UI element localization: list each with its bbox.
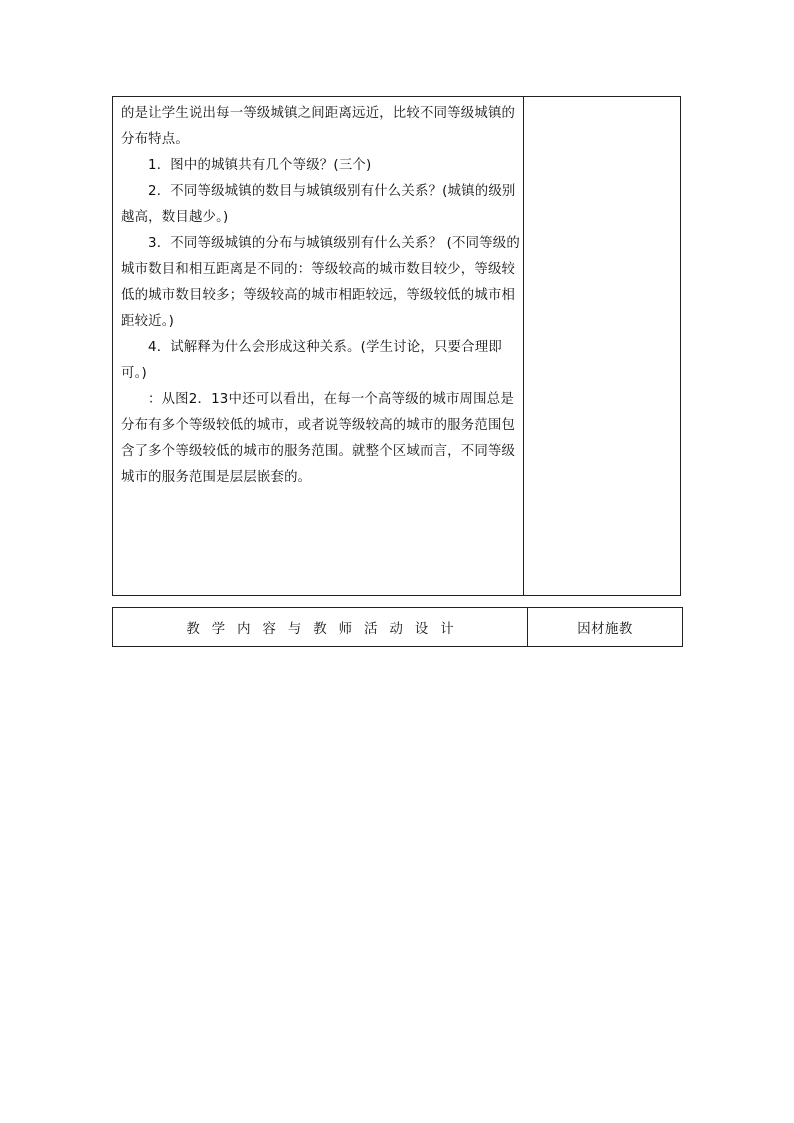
- paragraph-question-3: 3．不同等级城镇的分布与城镇级别有什么关系？ (不同等级的城市数目和相互距离是不同的：等级较高的城市数目较少，等级较低的城市数目较多；等级较高的城市相距较远，等级较低的城市相距较近。): [121, 236, 520, 329]
- paragraph-summary: ：从图2．13中还可以看出，在每一个高等级的城市周围总是分布有多个等级较低的城市，或者说等级较高的城市的服务范围包含了多个等级较低的城市的服务范围。就整个区域而言，不同等级城市的服务范围是层层嵌套的。: [121, 392, 516, 485]
- lesson-table-top: [112, 96, 681, 596]
- paragraph-question-4: 4．试解释为什么会形成这种关系。(学生讨论，只要合理即可。): [121, 340, 502, 381]
- paragraph-question-1: 1．图中的城镇共有几个等级？(三个): [148, 158, 372, 173]
- lesson-content: [121, 101, 521, 491]
- paragraph-question-2: 2．不同等级城镇的数目与城镇级别有什么关系？(城镇的级别越高，数目越少。): [121, 184, 516, 225]
- header-teaching-content: 教学内容与教师活动设计: [113, 608, 528, 646]
- lesson-table-header: [112, 607, 683, 647]
- column-divider: [523, 97, 524, 595]
- header-individualized-teaching: 因材施教: [577, 621, 633, 637]
- paragraph-intro: 的是让学生说出每一等级城镇之间距离远近，比较不同等级城镇的分布特点。: [121, 106, 516, 147]
